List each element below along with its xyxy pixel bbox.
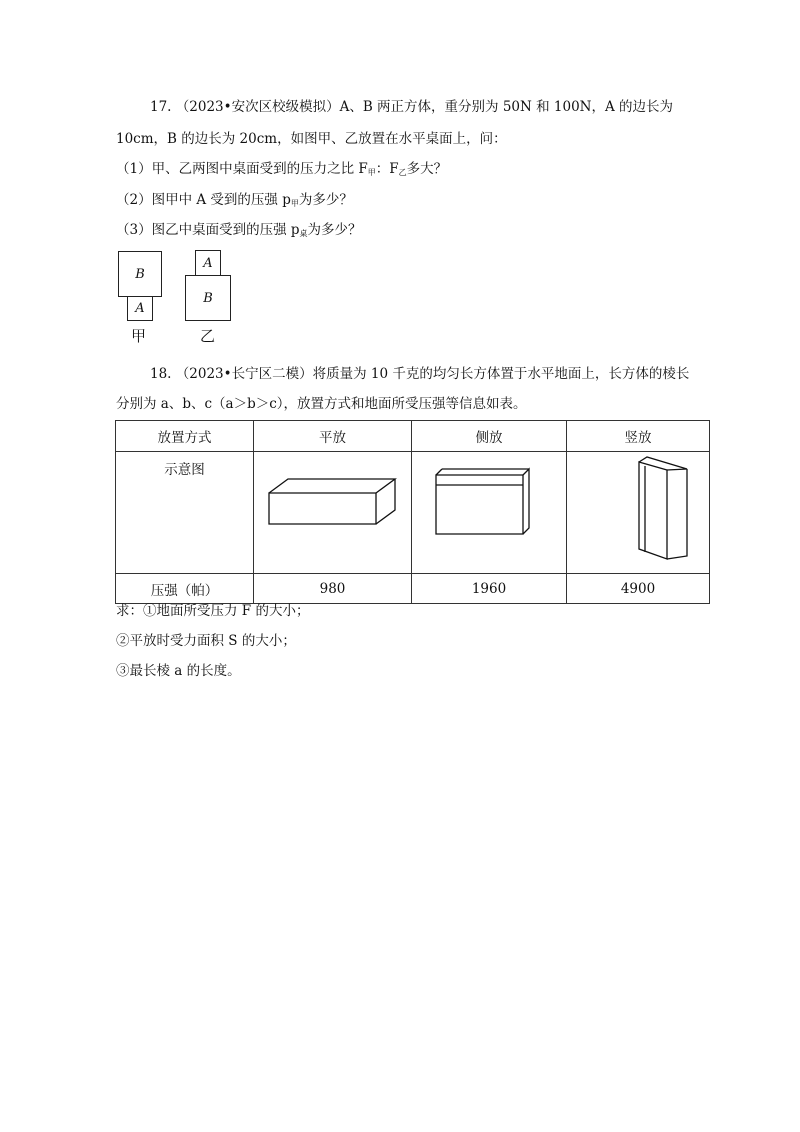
table-header-row [116, 421, 710, 452]
q18-line1: 18. （2023•长宁区二模）将质量为 10 千克的均匀长方体置于水平地面上，长方体的棱长 [150, 366, 690, 382]
q17-line2: 10cm，B 的边长为 20cm，如图甲、乙放置在水平桌面上，问： [116, 131, 507, 147]
placement-table [115, 420, 710, 604]
flat-diagram-cell [254, 452, 412, 574]
upright-diagram-cell [566, 452, 709, 574]
header-side: 侧放 [412, 421, 567, 452]
q17-item1: （1）甲、乙两图中桌面受到的压力之比 $F_甲$：$F_乙$多大？ [116, 161, 448, 177]
pressure-side: 1960 [412, 574, 567, 604]
table-figure-row [116, 452, 710, 574]
q18-ask2: ②平放时受力面积 S 的大小； [116, 633, 296, 649]
header-placement: 放置方式 [116, 421, 254, 452]
flat-box-diagram [255, 452, 411, 565]
jia-cube-a: A [127, 296, 153, 321]
q18-ask1: 求：①地面所受压力 F 的大小； [116, 603, 310, 619]
row-label-pressure: 压强（帕） [116, 574, 254, 604]
header-upright: 竖放 [566, 421, 709, 452]
side-box-diagram [412, 452, 565, 565]
q17-line1: 17. （2023•安次区校级模拟）A、B 两正方体，重分别为 50N 和 100N，A 的边长为 [150, 99, 674, 115]
q17-item2: （2）图甲中 A 受到的压强 $p_甲$为多少？ [116, 192, 353, 208]
q18-line2: 分别为 a、b、c（a＞b＞c），放置方式和地面所受压强等信息如表。 [116, 396, 527, 412]
pressure-upright: 4900 [566, 574, 709, 604]
row-label-diagram: 示意图 [116, 452, 254, 574]
q18-ask3: ③最长棱 a 的长度。 [116, 663, 241, 679]
yi-cube-b: B [185, 275, 231, 321]
side-diagram-cell [412, 452, 567, 574]
table-pressure-row [116, 574, 710, 604]
header-flat: 平放 [254, 421, 412, 452]
yi-cube-a: A [195, 250, 221, 276]
jia-cube-b: B [118, 251, 162, 297]
yi-caption: 乙 [200, 327, 216, 345]
jia-caption: 甲 [131, 327, 147, 345]
q17-item3: （3）图乙中桌面受到的压强 $p_桌$为多少？ [116, 222, 362, 238]
upright-box-diagram [567, 452, 708, 565]
pressure-flat: 980 [254, 574, 412, 604]
